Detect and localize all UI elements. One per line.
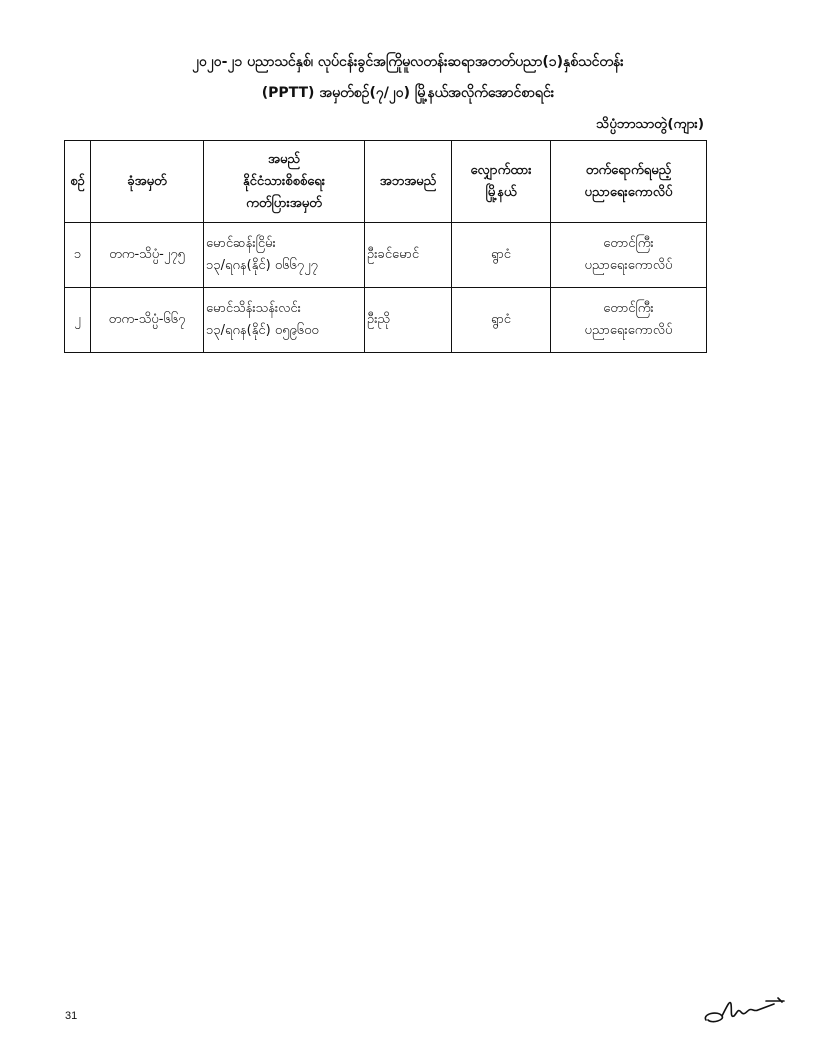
row-no: ၂ [65, 288, 91, 353]
table-row [65, 288, 707, 353]
header-roll-number: ခုံအမှတ် [91, 141, 204, 223]
header-college: တက်ရောက်ရမည့် ပညာရေးကောလိပ် [551, 141, 707, 223]
row-name-nrc [204, 223, 365, 288]
signature-icon [700, 990, 790, 1030]
row-father-name: ဦးညို [365, 288, 452, 353]
table-row [65, 223, 707, 288]
row-college: တောင်ကြီး ပညာရေးကောလိပ် [551, 223, 707, 288]
row-name: မောင်သိန်းသန်းလင်း [206, 301, 301, 316]
row-no: ၁ [65, 223, 91, 288]
row-college: တောင်ကြီး ပညာရေးကောလိပ် [551, 288, 707, 353]
document-title: ၂၀၂၀-၂၁ ပညာသင်နှစ်၊ လုပ်ငန်းခွင်အကြိုမူလတန်းဆရာအတတ်ပညာ(၁)နှစ်သင်တန်း [192, 54, 624, 70]
row-name: မောင်ဆန်းငြိမ်း [206, 236, 276, 251]
header-name-nrc: အမည် နိုင်ငံသားစိစစ်ရေး ကတ်ပြားအမှတ် [204, 141, 365, 223]
page-number: 31 [65, 1010, 78, 1022]
header-no: စဉ် [65, 141, 91, 223]
row-nrc: ၁၃/ရဂန(နိုင်) ၀၅၉၆၀၀ [206, 323, 319, 338]
header-township: လျှောက်ထား မြို့နယ် [452, 141, 551, 223]
row-roll-number: တက-သိပ္ပံ-၂၇၅ [91, 223, 204, 288]
row-township: ရွာငံ [452, 288, 551, 353]
results-table [64, 140, 707, 353]
row-township: ရွာငံ [452, 223, 551, 288]
row-roll-number: တက-သိပ္ပံ-၆၆၇ [91, 288, 204, 353]
row-father-name: ဦးခင်မောင် [365, 223, 452, 288]
document-subtitle: (PPTT) အမှတ်စဉ်(၇/၂၀) မြို့နယ်အလိုက်အောင်စာရင်း [261, 85, 555, 101]
header-father-name: အဘအမည် [365, 141, 452, 223]
row-nrc: ၁၃/ရဂန(နိုင်) ၀၆၆၇၂၇ [206, 258, 318, 273]
table-header-row [65, 141, 707, 223]
category-label: သိပ္ပံဘာသာတွဲ(ကျား) [596, 116, 704, 132]
row-name-nrc [204, 288, 365, 353]
